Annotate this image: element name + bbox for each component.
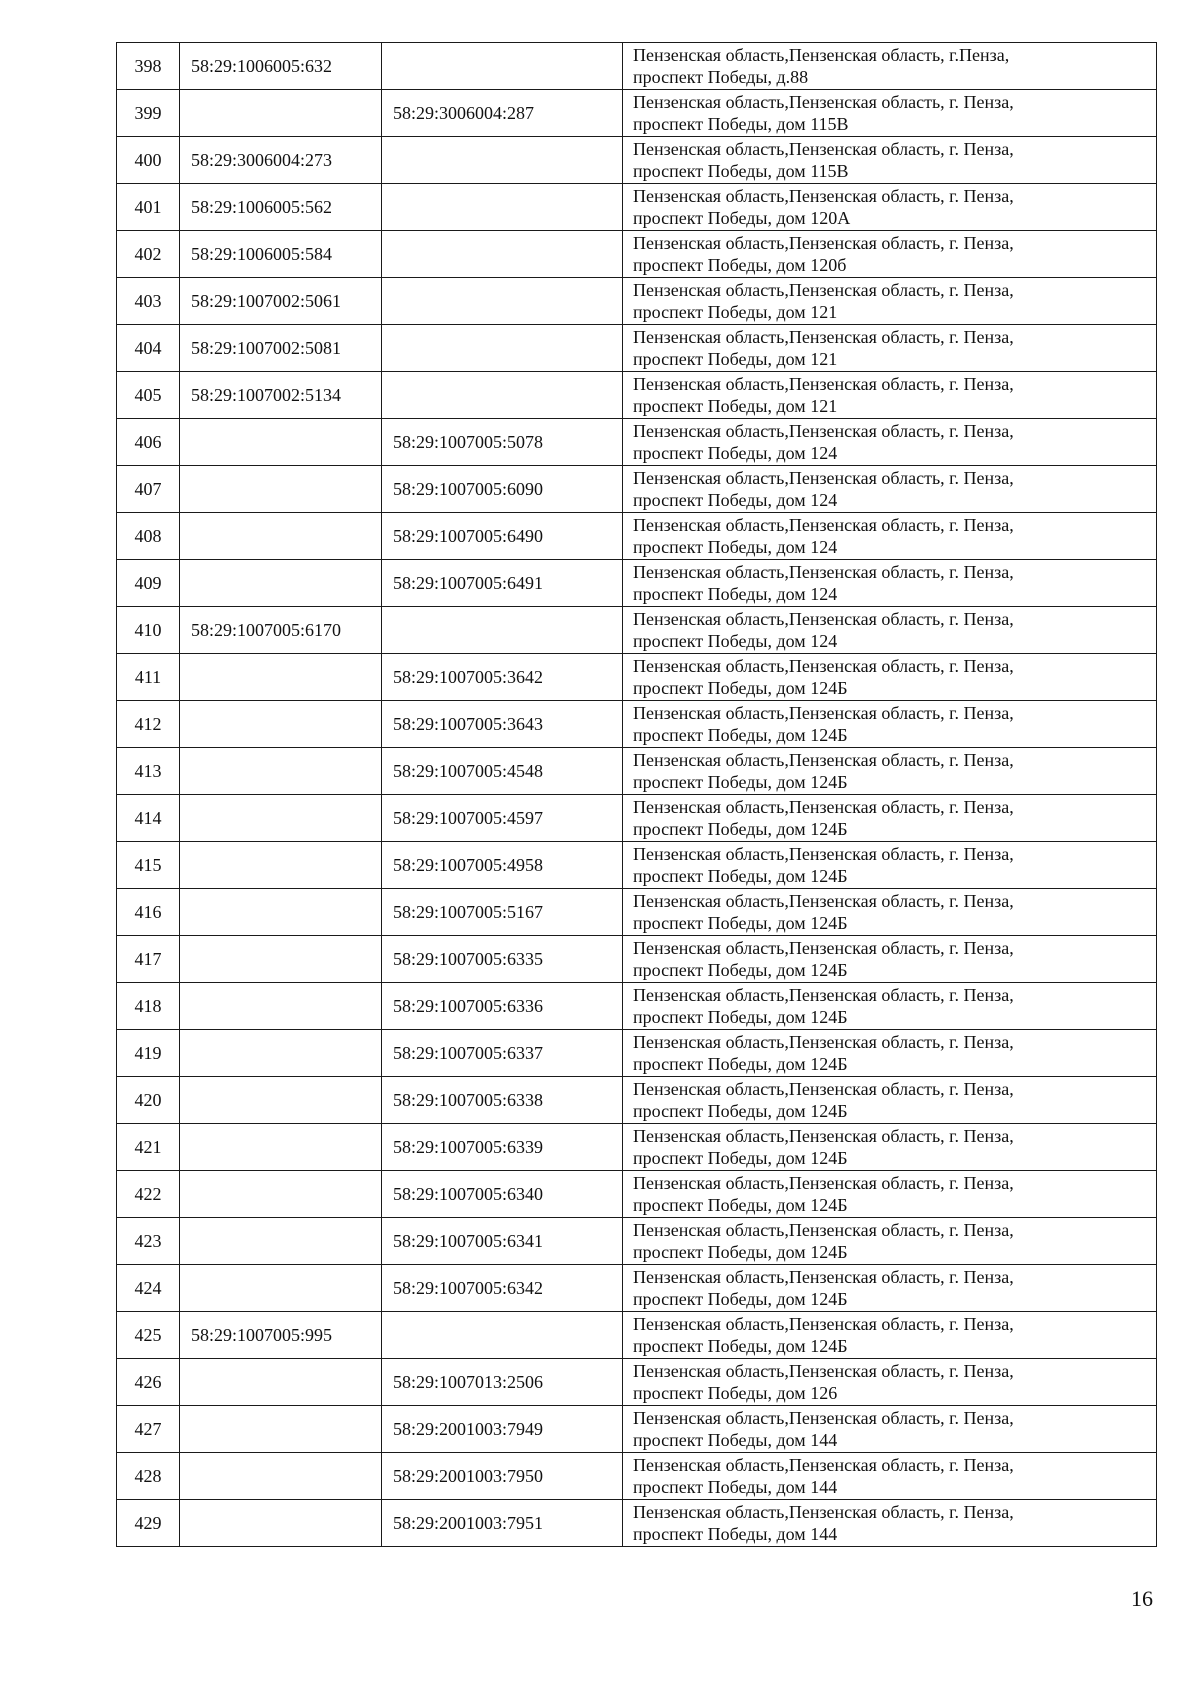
related-cadastral-number-cell <box>382 325 623 372</box>
address-line-street: проспект Победы, дом 120б <box>633 255 847 275</box>
cadastral-number-cell <box>180 701 382 748</box>
row-number-cell: 414 <box>117 795 180 842</box>
cadastral-number-cell <box>180 748 382 795</box>
address-line-region: Пензенская область,Пензенская область, г. Пенза, <box>633 985 1014 1005</box>
row-number-cell: 398 <box>117 43 180 90</box>
related-cadastral-number-cell: 58:29:1007005:6336 <box>382 983 623 1030</box>
related-cadastral-number-cell: 58:29:2001003:7951 <box>382 1500 623 1547</box>
table-row <box>117 654 1157 701</box>
row-number-cell: 407 <box>117 466 180 513</box>
address-line-street: проспект Победы, дом 115В <box>633 114 849 134</box>
address-line-street: проспект Победы, дом 124Б <box>633 1336 848 1356</box>
address-cell <box>623 936 1157 983</box>
related-cadastral-number-cell: 58:29:1007005:6339 <box>382 1124 623 1171</box>
table-row <box>117 983 1157 1030</box>
cadastral-number-cell <box>180 466 382 513</box>
address-line-region: Пензенская область,Пензенская область, г. Пенза, <box>633 1032 1014 1052</box>
row-number-cell: 426 <box>117 1359 180 1406</box>
address-cell <box>623 1500 1157 1547</box>
table-row <box>117 701 1157 748</box>
address-cell <box>623 701 1157 748</box>
address-line-street: проспект Победы, дом 124 <box>633 537 838 557</box>
cadastral-number-cell: 58:29:1007002:5081 <box>180 325 382 372</box>
row-number-cell: 425 <box>117 1312 180 1359</box>
table-row <box>117 1453 1157 1500</box>
address-cell <box>623 1077 1157 1124</box>
address-line-street: проспект Победы, дом 124Б <box>633 819 848 839</box>
address-line-region: Пензенская область,Пензенская область, г. Пенза, <box>633 1361 1014 1381</box>
related-cadastral-number-cell: 58:29:1007005:5167 <box>382 889 623 936</box>
cadastral-number-cell <box>180 1265 382 1312</box>
cadastral-number-cell: 58:29:1007005:6170 <box>180 607 382 654</box>
row-number-cell: 401 <box>117 184 180 231</box>
related-cadastral-number-cell: 58:29:1007005:6491 <box>382 560 623 607</box>
address-cell <box>623 1218 1157 1265</box>
address-line-region: Пензенская область,Пензенская область, г. Пенза, <box>633 609 1014 629</box>
address-line-region: Пензенская область,Пензенская область, г. Пенза, <box>633 280 1014 300</box>
cadastral-number-cell <box>180 1453 382 1500</box>
cadastral-number-cell <box>180 654 382 701</box>
table-row <box>117 936 1157 983</box>
address-line-street: проспект Победы, дом 121 <box>633 396 838 416</box>
address-line-street: проспект Победы, дом 124Б <box>633 1148 848 1168</box>
address-line-street: проспект Победы, д.88 <box>633 67 809 87</box>
table-row <box>117 466 1157 513</box>
address-cell <box>623 607 1157 654</box>
address-line-street: проспект Победы, дом 124Б <box>633 1101 848 1121</box>
row-number-cell: 429 <box>117 1500 180 1547</box>
table-row <box>117 1171 1157 1218</box>
table-row <box>117 1077 1157 1124</box>
address-cell <box>623 1312 1157 1359</box>
address-line-region: Пензенская область,Пензенская область, г. Пенза, <box>633 327 1014 347</box>
registry-table-body <box>117 43 1157 1547</box>
related-cadastral-number-cell <box>382 1312 623 1359</box>
cadastral-number-cell <box>180 795 382 842</box>
cadastral-number-cell: 58:29:1007002:5134 <box>180 372 382 419</box>
row-number-cell: 424 <box>117 1265 180 1312</box>
address-cell <box>623 231 1157 278</box>
related-cadastral-number-cell: 58:29:1007005:6338 <box>382 1077 623 1124</box>
table-row <box>117 1124 1157 1171</box>
row-number-cell: 408 <box>117 513 180 560</box>
row-number-cell: 399 <box>117 90 180 137</box>
cadastral-number-cell <box>180 1500 382 1547</box>
address-cell <box>623 1265 1157 1312</box>
address-line-region: Пензенская область,Пензенская область, г. Пенза, <box>633 797 1014 817</box>
table-row <box>117 513 1157 560</box>
cadastral-number-cell: 58:29:3006004:273 <box>180 137 382 184</box>
related-cadastral-number-cell: 58:29:1007005:6337 <box>382 1030 623 1077</box>
related-cadastral-number-cell: 58:29:1007005:4597 <box>382 795 623 842</box>
address-line-street: проспект Победы, дом 124Б <box>633 866 848 886</box>
address-line-region: Пензенская область,Пензенская область, г. Пенза, <box>633 139 1014 159</box>
row-number-cell: 411 <box>117 654 180 701</box>
address-cell <box>623 1406 1157 1453</box>
address-cell <box>623 1030 1157 1077</box>
address-line-region: Пензенская область,Пензенская область, г. Пенза, <box>633 703 1014 723</box>
cadastral-number-cell <box>180 842 382 889</box>
address-line-region: Пензенская область,Пензенская область, г. Пенза, <box>633 1079 1014 1099</box>
cadastral-number-cell <box>180 90 382 137</box>
address-cell <box>623 654 1157 701</box>
cadastral-number-cell: 58:29:1007002:5061 <box>180 278 382 325</box>
address-line-region: Пензенская область,Пензенская область, г. Пенза, <box>633 1267 1014 1287</box>
row-number-cell: 400 <box>117 137 180 184</box>
address-line-region: Пензенская область,Пензенская область, г. Пенза, <box>633 1455 1014 1475</box>
cadastral-number-cell: 58:29:1006005:584 <box>180 231 382 278</box>
related-cadastral-number-cell <box>382 184 623 231</box>
table-row <box>117 43 1157 90</box>
cadastral-number-cell <box>180 1077 382 1124</box>
row-number-cell: 420 <box>117 1077 180 1124</box>
address-line-region: Пензенская область,Пензенская область, г. Пенза, <box>633 1220 1014 1240</box>
table-row <box>117 372 1157 419</box>
related-cadastral-number-cell: 58:29:1007005:4958 <box>382 842 623 889</box>
table-row <box>117 795 1157 842</box>
address-line-street: проспект Победы, дом 144 <box>633 1524 838 1544</box>
address-line-street: проспект Победы, дом 124Б <box>633 913 848 933</box>
address-line-region: Пензенская область,Пензенская область, г. Пенза, <box>633 656 1014 676</box>
related-cadastral-number-cell <box>382 231 623 278</box>
cadastral-number-cell <box>180 1171 382 1218</box>
address-line-street: проспект Победы, дом 124 <box>633 490 838 510</box>
address-line-region: Пензенская область,Пензенская область, г. Пенза, <box>633 468 1014 488</box>
row-number-cell: 410 <box>117 607 180 654</box>
related-cadastral-number-cell: 58:29:1007005:4548 <box>382 748 623 795</box>
address-line-street: проспект Победы, дом 126 <box>633 1383 838 1403</box>
cadastral-number-cell: 58:29:1007005:995 <box>180 1312 382 1359</box>
cadastral-number-cell <box>180 1406 382 1453</box>
row-number-cell: 422 <box>117 1171 180 1218</box>
address-line-street: проспект Победы, дом 124Б <box>633 960 848 980</box>
row-number-cell: 417 <box>117 936 180 983</box>
row-number-cell: 413 <box>117 748 180 795</box>
row-number-cell: 423 <box>117 1218 180 1265</box>
cadastral-number-cell <box>180 419 382 466</box>
address-cell <box>623 889 1157 936</box>
address-line-region: Пензенская область,Пензенская область, г.Пенза, <box>633 45 1010 65</box>
cadastral-number-cell <box>180 513 382 560</box>
address-cell <box>623 1359 1157 1406</box>
row-number-cell: 406 <box>117 419 180 466</box>
address-line-region: Пензенская область,Пензенская область, г. Пенза, <box>633 1173 1014 1193</box>
table-row <box>117 184 1157 231</box>
row-number-cell: 403 <box>117 278 180 325</box>
related-cadastral-number-cell: 58:29:1007005:5078 <box>382 419 623 466</box>
address-line-street: проспект Победы, дом 124Б <box>633 725 848 745</box>
address-line-street: проспект Победы, дом 124Б <box>633 1195 848 1215</box>
table-row <box>117 90 1157 137</box>
row-number-cell: 421 <box>117 1124 180 1171</box>
table-row <box>117 1218 1157 1265</box>
cadastral-number-cell <box>180 1124 382 1171</box>
address-line-region: Пензенская область,Пензенская область, г. Пенза, <box>633 1502 1014 1522</box>
cadastral-number-cell <box>180 1359 382 1406</box>
related-cadastral-number-cell: 58:29:2001003:7950 <box>382 1453 623 1500</box>
address-cell <box>623 983 1157 1030</box>
address-cell <box>623 513 1157 560</box>
address-line-street: проспект Победы, дом 124Б <box>633 1007 848 1027</box>
address-line-street: проспект Победы, дом 124Б <box>633 1242 848 1262</box>
address-cell <box>623 184 1157 231</box>
row-number-cell: 402 <box>117 231 180 278</box>
address-line-street: проспект Победы, дом 121 <box>633 302 838 322</box>
address-cell <box>623 43 1157 90</box>
table-row <box>117 1500 1157 1547</box>
related-cadastral-number-cell <box>382 137 623 184</box>
row-number-cell: 428 <box>117 1453 180 1500</box>
related-cadastral-number-cell <box>382 43 623 90</box>
address-cell <box>623 842 1157 889</box>
address-line-region: Пензенская область,Пензенская область, г. Пенза, <box>633 374 1014 394</box>
address-line-street: проспект Победы, дом 124Б <box>633 1289 848 1309</box>
table-row <box>117 1030 1157 1077</box>
related-cadastral-number-cell <box>382 372 623 419</box>
address-line-street: проспект Победы, дом 144 <box>633 1430 838 1450</box>
address-line-region: Пензенская область,Пензенская область, г. Пенза, <box>633 750 1014 770</box>
address-line-street: проспект Победы, дом 115В <box>633 161 849 181</box>
table-row <box>117 278 1157 325</box>
address-cell <box>623 748 1157 795</box>
page-number: 16 <box>1131 1586 1153 1611</box>
address-line-region: Пензенская область,Пензенская область, г. Пенза, <box>633 92 1014 112</box>
address-cell <box>623 1453 1157 1500</box>
row-number-cell: 418 <box>117 983 180 1030</box>
address-line-region: Пензенская область,Пензенская область, г. Пенза, <box>633 1408 1014 1428</box>
table-row <box>117 231 1157 278</box>
related-cadastral-number-cell: 58:29:1007005:6341 <box>382 1218 623 1265</box>
table-row <box>117 1265 1157 1312</box>
address-line-region: Пензенская область,Пензенская область, г. Пенза, <box>633 562 1014 582</box>
address-line-region: Пензенская область,Пензенская область, г. Пенза, <box>633 891 1014 911</box>
table-row <box>117 560 1157 607</box>
address-cell <box>623 1171 1157 1218</box>
address-cell <box>623 278 1157 325</box>
related-cadastral-number-cell: 58:29:3006004:287 <box>382 90 623 137</box>
address-line-region: Пензенская область,Пензенская область, г. Пенза, <box>633 421 1014 441</box>
table-row <box>117 137 1157 184</box>
cadastral-number-cell: 58:29:1006005:632 <box>180 43 382 90</box>
row-number-cell: 412 <box>117 701 180 748</box>
row-number-cell: 405 <box>117 372 180 419</box>
address-line-street: проспект Победы, дом 124 <box>633 584 838 604</box>
address-line-region: Пензенская область,Пензенская область, г. Пенза, <box>633 1314 1014 1334</box>
address-line-street: проспект Победы, дом 124 <box>633 631 838 651</box>
address-line-street: проспект Победы, дом 120А <box>633 208 851 228</box>
related-cadastral-number-cell: 58:29:1007013:2506 <box>382 1359 623 1406</box>
table-row <box>117 325 1157 372</box>
cadastral-number-cell <box>180 983 382 1030</box>
address-line-street: проспект Победы, дом 124 <box>633 443 838 463</box>
related-cadastral-number-cell: 58:29:1007005:6340 <box>382 1171 623 1218</box>
row-number-cell: 404 <box>117 325 180 372</box>
cadastral-number-cell <box>180 1218 382 1265</box>
address-line-street: проспект Победы, дом 124Б <box>633 772 848 792</box>
address-cell <box>623 325 1157 372</box>
related-cadastral-number-cell: 58:29:1007005:6490 <box>382 513 623 560</box>
address-line-region: Пензенская область,Пензенская область, г. Пенза, <box>633 844 1014 864</box>
address-line-region: Пензенская область,Пензенская область, г. Пенза, <box>633 515 1014 535</box>
related-cadastral-number-cell <box>382 607 623 654</box>
address-cell <box>623 372 1157 419</box>
registry-table <box>116 42 1157 1547</box>
address-cell <box>623 1124 1157 1171</box>
table-row <box>117 889 1157 936</box>
row-number-cell: 427 <box>117 1406 180 1453</box>
address-cell <box>623 137 1157 184</box>
address-line-region: Пензенская область,Пензенская область, г. Пенза, <box>633 1126 1014 1146</box>
table-row <box>117 1312 1157 1359</box>
address-cell <box>623 90 1157 137</box>
address-line-region: Пензенская область,Пензенская область, г. Пенза, <box>633 233 1014 253</box>
related-cadastral-number-cell: 58:29:1007005:6342 <box>382 1265 623 1312</box>
address-line-street: проспект Победы, дом 124Б <box>633 1054 848 1074</box>
address-line-street: проспект Победы, дом 144 <box>633 1477 838 1497</box>
related-cadastral-number-cell: 58:29:1007005:6335 <box>382 936 623 983</box>
cadastral-number-cell: 58:29:1006005:562 <box>180 184 382 231</box>
related-cadastral-number-cell: 58:29:1007005:3643 <box>382 701 623 748</box>
cadastral-number-cell <box>180 1030 382 1077</box>
related-cadastral-number-cell: 58:29:2001003:7949 <box>382 1406 623 1453</box>
related-cadastral-number-cell: 58:29:1007005:3642 <box>382 654 623 701</box>
address-line-street: проспект Победы, дом 124Б <box>633 678 848 698</box>
table-row <box>117 419 1157 466</box>
related-cadastral-number-cell: 58:29:1007005:6090 <box>382 466 623 513</box>
address-line-region: Пензенская область,Пензенская область, г. Пенза, <box>633 186 1014 206</box>
table-row <box>117 748 1157 795</box>
cadastral-number-cell <box>180 560 382 607</box>
table-row <box>117 842 1157 889</box>
row-number-cell: 419 <box>117 1030 180 1077</box>
cadastral-number-cell <box>180 889 382 936</box>
cadastral-number-cell <box>180 936 382 983</box>
table-row <box>117 1406 1157 1453</box>
address-line-region: Пензенская область,Пензенская область, г. Пенза, <box>633 938 1014 958</box>
related-cadastral-number-cell <box>382 278 623 325</box>
table-row <box>117 607 1157 654</box>
address-line-street: проспект Победы, дом 121 <box>633 349 838 369</box>
row-number-cell: 409 <box>117 560 180 607</box>
address-cell <box>623 419 1157 466</box>
address-cell <box>623 466 1157 513</box>
row-number-cell: 415 <box>117 842 180 889</box>
address-cell <box>623 560 1157 607</box>
row-number-cell: 416 <box>117 889 180 936</box>
table-row <box>117 1359 1157 1406</box>
address-cell <box>623 795 1157 842</box>
